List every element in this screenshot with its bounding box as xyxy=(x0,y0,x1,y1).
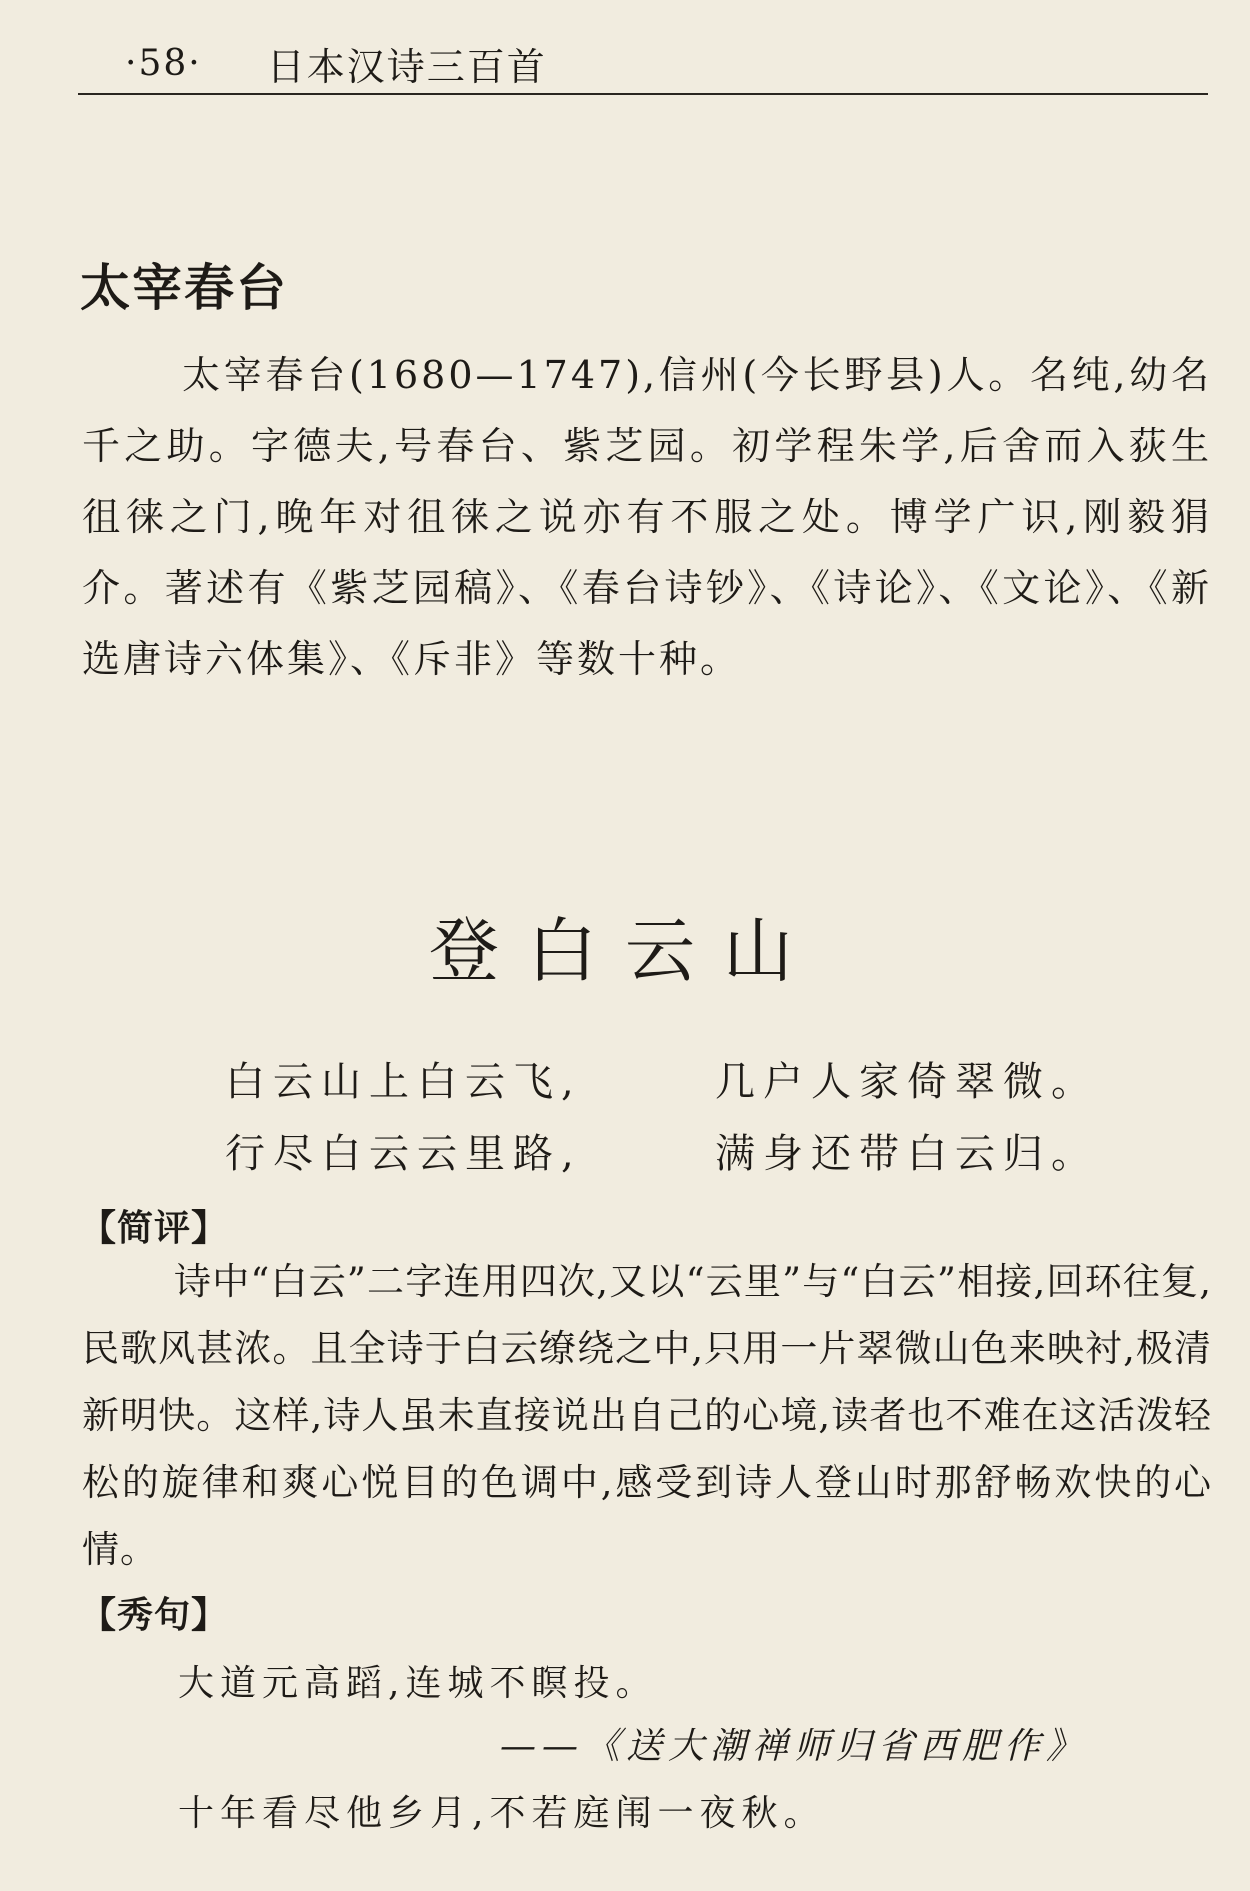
book-title: 日本汉诗三百首 xyxy=(266,44,547,89)
review-heading: 【简评】 xyxy=(80,1208,229,1249)
selected-lines-heading: 【秀句】 xyxy=(80,1595,229,1636)
author-name: 太宰春台 xyxy=(80,259,288,317)
poem-body xyxy=(225,1050,1099,1194)
poem-line-4: 满身还带白云归。 xyxy=(715,1131,1099,1177)
selected-line-1: 大道元高蹈,连城不瞑投。 xyxy=(178,1663,658,1704)
selected-line-source: ——《送大潮禅师归省西肥作》 xyxy=(500,1726,1089,1767)
poem-line-3: 行尽白云云里路, xyxy=(225,1131,582,1177)
poem-line-2: 几户人家倚翠微。 xyxy=(715,1059,1099,1105)
poem-couplet-2 xyxy=(225,1122,1099,1194)
author-bio: 太宰春台(1680—1747),信州(今长野县)人。名纯,幼名千之助。字德夫,号春台、紫芝园。初学程朱学,后舍而入荻生徂徕之门,晚年对徂徕之说亦有不服之处。博学广识,刚毅狷介。著述有《紫芝园稿》、《春台诗钞》、《诗论》、《文论》、《新选唐诗六体集》、《斥非》等数十种。 xyxy=(82,353,1212,681)
poem-couplet-1 xyxy=(225,1050,1099,1122)
review-text: 诗中“白云”二字连用四次,又以“云里”与“白云”相接,回环往复,民歌风甚浓。且全诗于白云缭绕之中,只用一片翠微山色来映衬,极清新明快。这样,诗人虽未直接说出自己的心境,读者也不难在这活泼轻松的旋律和爽心悦目的色调中,感受到诗人登山时那舒畅欢快的心情。 xyxy=(82,1260,1212,1571)
poem-line-1: 白云山上白云飞, xyxy=(225,1059,582,1105)
running-header xyxy=(125,38,547,88)
page-number: ·58· xyxy=(125,42,202,84)
selected-line-2: 十年看尽他乡月,不若庭闱一夜秋。 xyxy=(178,1793,826,1834)
poem-title: 登白云山 xyxy=(429,910,821,992)
header-rule xyxy=(78,93,1208,95)
